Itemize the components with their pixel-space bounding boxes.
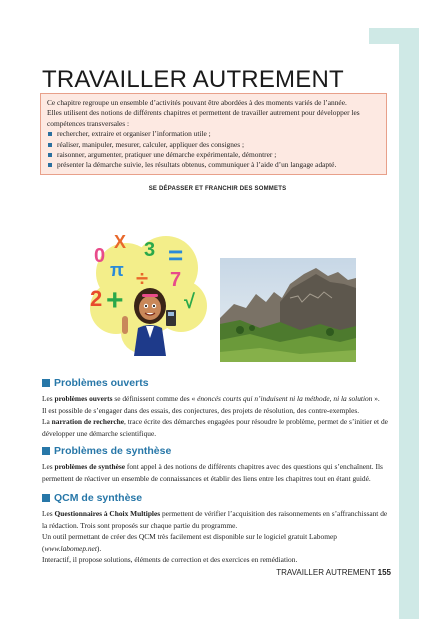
competence-item: raisonner, argumenter, pratiquer une démarche expérimentale, démontrer ; xyxy=(47,150,380,160)
paragraph: Il est possible de s’engager dans des essais, des conjectures, des projets de résolution, des contre-exemples. xyxy=(42,405,360,415)
section-problemes-ouverts xyxy=(42,377,392,439)
square-bullet-icon xyxy=(42,494,50,502)
symbol-plus: + xyxy=(106,284,124,317)
paragraph: Interactif, il propose solutions, éléments de correction et des exercices en remédiation. xyxy=(42,555,298,564)
section-heading xyxy=(42,492,392,504)
intro-line-1: Ce chapitre regroupe un ensemble d’activités pouvant être abordées à des moments variés de l’année. xyxy=(47,98,347,107)
symbol-x: X xyxy=(114,232,127,252)
footer-label: TRAVAILLER AUTREMENT xyxy=(276,568,376,577)
symbol-zero: 0 xyxy=(94,245,106,267)
symbol-pi: π xyxy=(110,260,124,280)
symbol-divide: ÷ xyxy=(136,266,149,291)
section-heading-text: Problèmes ouverts xyxy=(54,377,149,389)
section-qcm-synthese xyxy=(42,492,392,566)
paragraph: Les problèmes ouverts se définissent comme des « énoncés courts qui n’induisent ni la méthode, ni la solution ». xyxy=(42,394,380,403)
intro-line-2: Elles utilisent des notions de différents chapitres et permettent de travailler autrement pour développer les compétences transversales : xyxy=(47,108,360,128)
intro-box xyxy=(40,93,387,175)
section-problemes-synthese xyxy=(42,445,392,484)
symbol-equals: = xyxy=(168,240,184,270)
competence-item: présenter la démarche suivie, les résultats obtenus, communiquer à l’aide d’un langage adapté. xyxy=(47,160,380,170)
page-title: TRAVAILLER AUTREMENT xyxy=(42,66,344,94)
competence-list xyxy=(47,129,380,171)
symbol-two: 2 xyxy=(90,286,103,311)
paragraph: Les Questionnaires à Choix Multiples permettent de vérifier l’acquisition des raisonnements en s’affranchissant de la rédaction. Trois sont proposés sur chaque partie du programme. xyxy=(42,509,388,530)
paragraph: La narration de recherche, trace écrite des démarches engagées pour résoudre le problème, permet de s’initier et de développer une démarche scientifique. xyxy=(42,417,388,438)
square-bullet-icon xyxy=(42,379,50,387)
section-heading-text: QCM de synthèse xyxy=(54,492,143,504)
side-band xyxy=(399,28,419,619)
page-number: 155 xyxy=(377,568,391,577)
competence-item: réaliser, manipuler, mesurer, calculer, appliquer des consignes ; xyxy=(47,140,380,150)
competence-item: rechercher, extraire et organiser l’information utile ; xyxy=(47,129,380,139)
side-band-top xyxy=(369,28,419,44)
square-bullet-icon xyxy=(42,447,50,455)
symbol-seven: 7 xyxy=(170,269,182,291)
math-girl-illustration xyxy=(86,228,212,360)
mountain-photo xyxy=(220,258,356,362)
section-heading-text: Problèmes de synthèse xyxy=(54,445,172,457)
paragraph: Les problèmes de synthèse font appel à des notions de différents chapitres avec des questions qui s’enchaînent. Ils permettent de réactiver un ensemble de connaissances et établir des liens entre les chapitres tout en étant guidé. xyxy=(42,462,383,483)
symbol-three: 3 xyxy=(144,239,156,261)
section-heading xyxy=(42,445,392,457)
section-caption: SE DÉPASSER ET FRANCHIR DES SOMMETS xyxy=(148,186,287,192)
paragraph: Un outil permettant de créer des QCM très facilement est disponible sur le logiciel gratuit Labomep (www.labomep.net). xyxy=(42,532,337,553)
labomep-link[interactable]: www.labomep.net xyxy=(44,543,97,553)
symbol-root: √ xyxy=(184,291,195,313)
section-heading xyxy=(42,377,392,389)
page-footer xyxy=(276,568,391,577)
